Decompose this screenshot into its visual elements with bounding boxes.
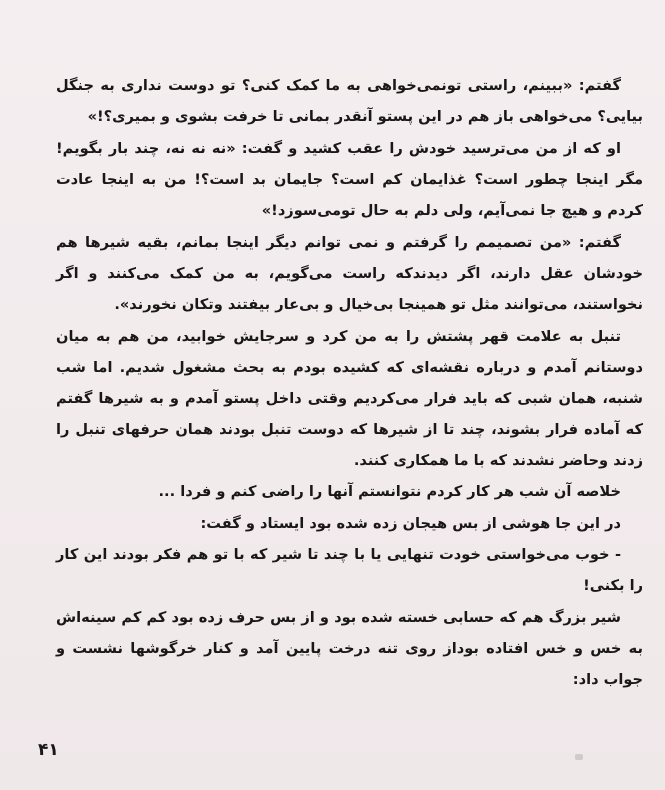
paper-speck [575,754,583,760]
paragraph-8: شیر بزرگ هم که حسابی خسته شده بود و از بس حرف زده بود کم کم سینه‌اش به خس و خس افتاده بوداز روی تنه درخت پایین آمد و کنار خرگوشها نشست و جواب داد: [56,609,643,688]
body-text [56,70,643,695]
paragraph-3: گفتم: «من تصمیمم را گرفتم و نمی توانم دیگر اینجا بمانم، بقیه شیرها هم خودشان عقل دارند، اگر دیدندکه راست می‌گویم، به من کمک می‌کنند و اگر نخواستند، می‌توانند مثل تو همینجا بی‌خیال و بی‌عار بیفتند وتکان نخورند». [56,234,643,313]
paragraph-1: گفتم: «ببینم، راستی تونمی‌خواهی به ما کمک کنی؟ تو دوست نداری به جنگل بیایی؟ می‌خواهی باز هم در این پستو آنقدر بمانی تا خرفت بشوی و بمیری؟!» [56,77,643,125]
paragraph-5: خلاصه آن شب هر کار کردم نتوانستم آنها را راضی کنم و فردا ... [158,483,621,500]
paragraph-6: در این جا هوشی از بس هیجان زده شده بود ایستاد و گفت: [200,515,621,532]
paragraph-7: - خوب می‌خواستی خودت تنهایی یا با چند تا شیر که با تو هم فکر بودند این کار را بکنی! [56,546,643,594]
paragraph-4: تنبل به علامت قهر پشتش را به من کرد و سرجایش خوابید، من هم به میان دوستانم آمدم و درباره نقشه‌ای که کشیده بودم به بحث مشغول شدیم. اما شب شنبه، همان شبی که باید فرار می‌کردیم وقتی داخل پستو آمدم و به شیرها گفتم که آماده فرار بشوند، چند تا از شیرها که دوست تنبل بودند همان حرفهای تنبل را زدند وحاضر نشدند که با ما همکاری کنند. [56,328,643,469]
paragraph-2: او که از من می‌ترسید خودش را عقب کشید و گفت: «نه نه نه، چند بار بگویم! مگر اینجا چطور است؟ غذایمان کم است؟ جایمان بد است؟! من به اینجا عادت کردم و هیچ جا نمی‌آیم، ولی دلم به حال تومی‌سوزد!» [56,140,643,219]
page-number: ۴۱ [38,740,59,760]
